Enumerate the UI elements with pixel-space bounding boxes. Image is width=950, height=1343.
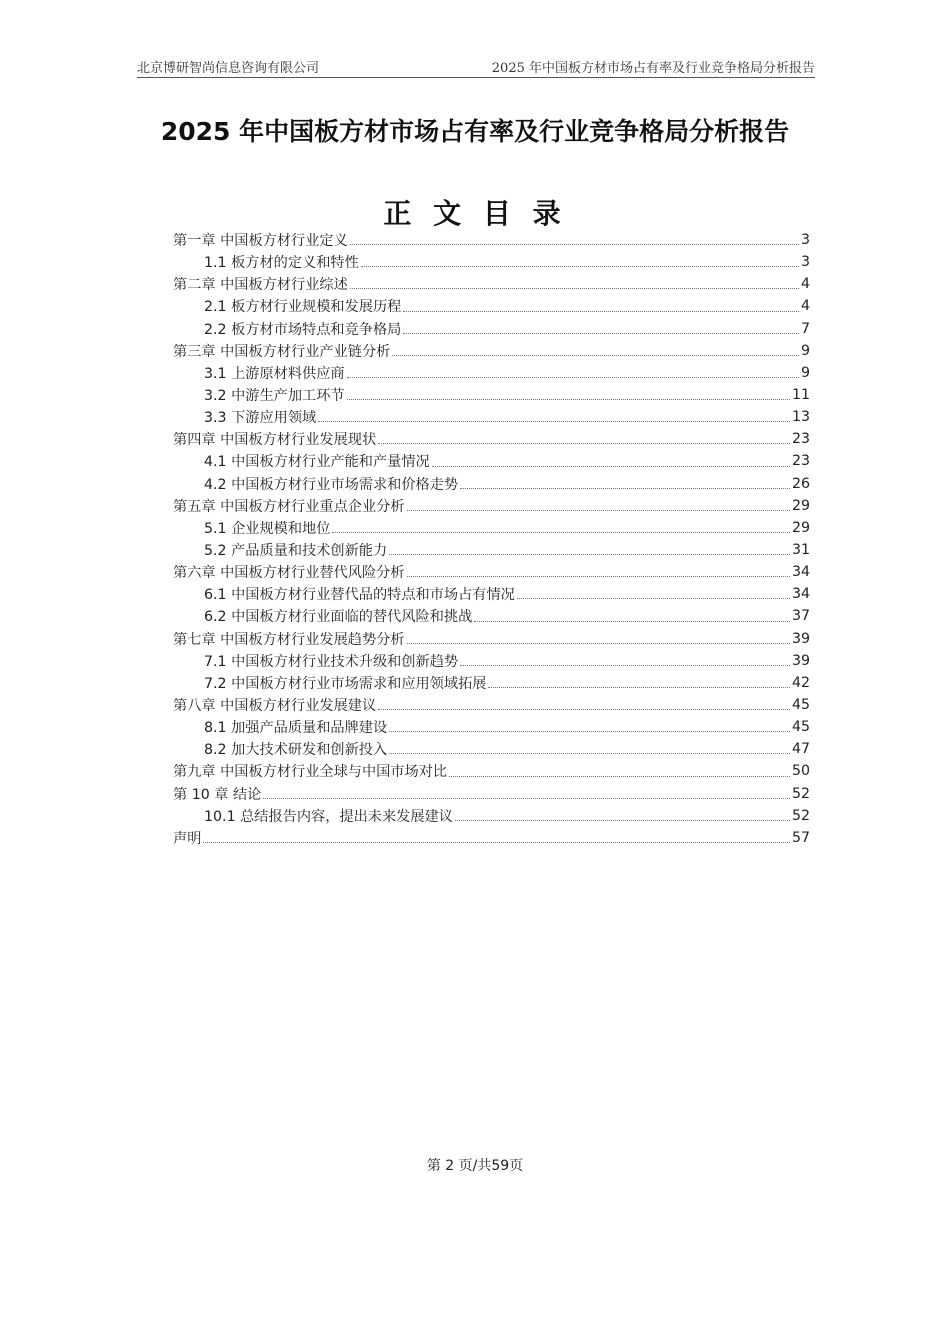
toc-entry-label: 3.3 下游应用领域 [204, 410, 317, 427]
toc-entry-label: 3.2 中游生产加工环节 [204, 388, 345, 405]
dot-leader [347, 399, 790, 400]
toc-entry[interactable] [173, 384, 810, 406]
toc-entry-page: 9 [800, 342, 810, 359]
toc-entry-label: 声明 [173, 830, 202, 847]
dot-leader [460, 488, 790, 489]
toc-entry-page: 13 [791, 409, 810, 426]
dot-leader [407, 643, 790, 644]
toc-entry-label: 第 10 章 结论 [173, 786, 262, 803]
toc-heading: 正 文 目 录 [383, 197, 567, 230]
toc-entry-page: 39 [791, 652, 810, 669]
toc-entry-page: 47 [791, 741, 810, 758]
toc-entry[interactable] [173, 583, 810, 605]
toc-entry[interactable] [173, 517, 810, 539]
toc-entry-page: 34 [791, 564, 810, 581]
toc-entry-label: 第八章 中国板方材行业发展建议 [173, 698, 377, 715]
dot-leader [460, 665, 790, 666]
toc-entry[interactable] [173, 650, 810, 672]
toc-entry[interactable] [173, 628, 810, 650]
toc-entry-label: 8.1 加强产品质量和品牌建设 [204, 720, 388, 737]
dot-leader [378, 709, 790, 710]
toc-entry-page: 45 [791, 697, 810, 714]
dot-leader [318, 421, 790, 422]
toc-entry-page: 3 [800, 254, 810, 271]
dot-leader [403, 311, 799, 312]
toc-entry[interactable] [173, 672, 810, 694]
toc-entry-label: 6.2 中国板方材行业面临的替代风险和挑战 [204, 609, 473, 626]
page-footer: 第 2 页/共59页 [426, 1158, 524, 1174]
toc-entry-page: 57 [791, 829, 810, 846]
toc-entry[interactable] [173, 539, 810, 561]
toc-entry[interactable] [173, 229, 810, 251]
toc-entry[interactable] [173, 694, 810, 716]
dot-leader [389, 554, 790, 555]
toc-entry-label: 第七章 中国板方材行业发展趋势分析 [173, 631, 405, 648]
toc-entry-page: 29 [791, 497, 810, 514]
dot-leader [474, 621, 790, 622]
toc-entry[interactable] [173, 605, 810, 627]
running-header [137, 57, 815, 78]
dot-leader [361, 266, 799, 267]
header-report-title: 2025 年中国板方材市场占有率及行业竞争格局分析报告 [491, 61, 815, 76]
toc-entry[interactable] [173, 805, 810, 827]
dot-leader [403, 333, 799, 334]
toc-entry[interactable] [173, 738, 810, 760]
dot-leader [432, 466, 790, 467]
toc-entry[interactable] [173, 450, 810, 472]
toc-entry-label: 2.2 板方材市场特点和竞争格局 [204, 321, 402, 338]
toc-entry[interactable] [173, 760, 810, 782]
toc-entry[interactable] [173, 428, 810, 450]
document-title: 2025 年中国板方材市场占有率及行业竞争格局分析报告 [160, 117, 790, 146]
dot-leader [407, 576, 790, 577]
toc-entry-label: 2.1 板方材行业规模和发展历程 [204, 299, 402, 316]
toc-entry-page: 45 [791, 719, 810, 736]
toc-entry-page: 23 [791, 453, 810, 470]
dot-leader [263, 798, 790, 799]
dot-leader [407, 510, 790, 511]
dot-leader [455, 820, 790, 821]
toc-entry-page: 29 [791, 519, 810, 536]
dot-leader [378, 443, 790, 444]
toc-entry[interactable] [173, 716, 810, 738]
toc-entry[interactable] [173, 340, 810, 362]
toc-entry-page: 26 [791, 475, 810, 492]
toc-entry-label: 1.1 板方材的定义和特性 [204, 255, 359, 272]
toc-entry-label: 5.2 产品质量和技术创新能力 [204, 543, 388, 560]
header-company: 北京博研智尚信息咨询有限公司 [137, 61, 320, 76]
toc-entry[interactable] [173, 273, 810, 295]
dot-leader [389, 753, 790, 754]
toc-entry-label: 第六章 中国板方材行业替代风险分析 [173, 565, 405, 582]
toc-entry-label: 4.1 中国板方材行业产能和产量情况 [204, 454, 430, 471]
toc-entry-label: 第二章 中国板方材行业综述 [173, 277, 348, 294]
toc-entry-label: 6.1 中国板方材行业替代品的特点和市场占有情况 [204, 587, 515, 604]
toc-entry-page: 31 [791, 542, 810, 559]
toc-entry-page: 3 [800, 232, 810, 249]
toc-entry-label: 第四章 中国板方材行业发展现状 [173, 432, 377, 449]
dot-leader [392, 355, 799, 356]
toc-entry[interactable] [173, 362, 810, 384]
toc-entry[interactable] [173, 295, 810, 317]
toc-entry-page: 4 [800, 298, 810, 315]
toc-entry-label: 10.1 总结报告内容，提出未来发展建议 [204, 808, 453, 825]
toc-entry-label: 7.2 中国板方材行业市场需求和应用领域拓展 [204, 675, 487, 692]
toc-entry-page: 52 [791, 807, 810, 824]
dot-leader [347, 377, 799, 378]
toc-entry-label: 第五章 中国板方材行业重点企业分析 [173, 498, 405, 515]
toc-entry-page: 23 [791, 431, 810, 448]
toc-entry-page: 34 [791, 586, 810, 603]
dot-leader [203, 842, 790, 843]
toc-entry-label: 第三章 中国板方材行业产业链分析 [173, 343, 391, 360]
toc-entry[interactable] [173, 406, 810, 428]
dot-leader [449, 776, 790, 777]
toc-entry[interactable] [173, 251, 810, 273]
dot-leader [350, 244, 799, 245]
toc-entry[interactable] [173, 827, 810, 849]
toc-entry-label: 第九章 中国板方材行业全球与中国市场对比 [173, 764, 448, 781]
toc-entry-page: 37 [791, 608, 810, 625]
toc-entry[interactable] [173, 318, 810, 340]
toc-entry-page: 11 [791, 387, 810, 404]
dot-leader [332, 532, 790, 533]
toc-entry[interactable] [173, 783, 810, 805]
dot-leader [389, 731, 790, 732]
toc-entry-label: 4.2 中国板方材行业市场需求和价格走势 [204, 476, 459, 493]
toc-entry-label: 3.1 上游原材料供应商 [204, 365, 345, 382]
toc-entry-label: 8.2 加大技术研发和创新投入 [204, 742, 388, 759]
toc-entry-label: 7.1 中国板方材行业技术升级和创新趋势 [204, 653, 459, 670]
dot-leader [350, 288, 799, 289]
table-of-contents [173, 229, 810, 849]
dot-leader [517, 598, 790, 599]
toc-entry-page: 52 [791, 785, 810, 802]
toc-entry-page: 50 [791, 763, 810, 780]
toc-entry-page: 4 [800, 276, 810, 293]
dot-leader [488, 687, 789, 688]
toc-entry-page: 9 [800, 364, 810, 381]
toc-entry-page: 7 [800, 320, 810, 337]
toc-entry[interactable] [173, 495, 810, 517]
toc-entry-label: 第一章 中国板方材行业定义 [173, 233, 348, 250]
toc-entry-page: 42 [791, 674, 810, 691]
toc-entry[interactable] [173, 561, 810, 583]
toc-entry-label: 5.1 企业规模和地位 [204, 520, 331, 537]
toc-entry[interactable] [173, 473, 810, 495]
toc-entry-page: 39 [791, 630, 810, 647]
